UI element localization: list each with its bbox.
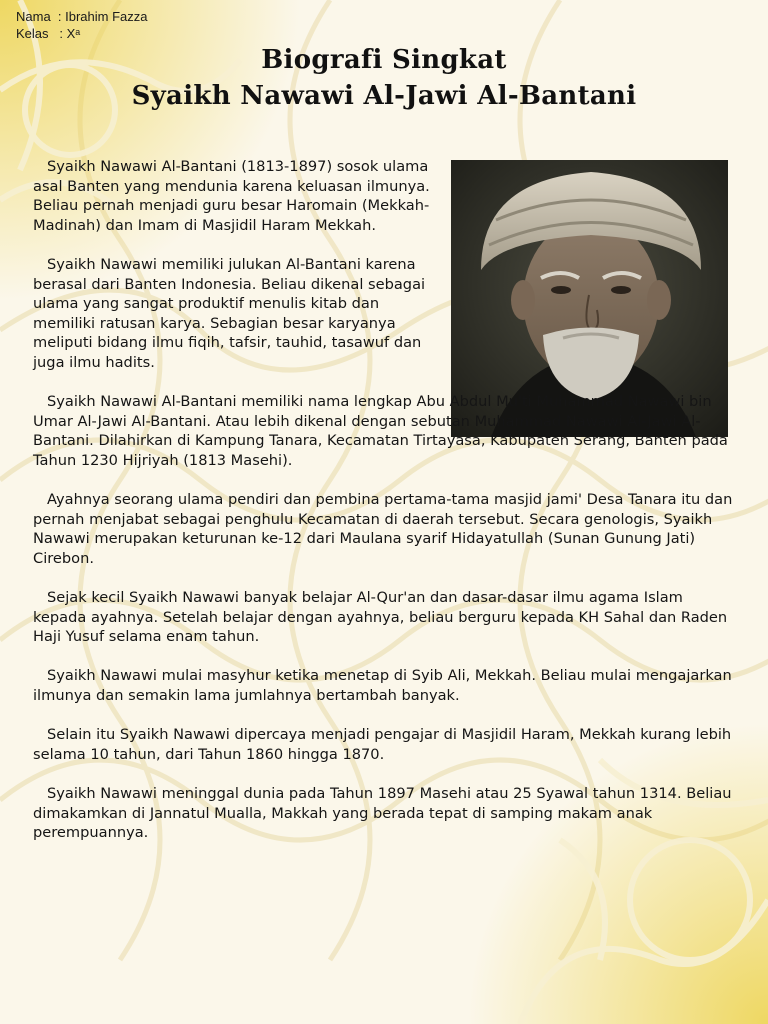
paragraph-3: Syaikh Nawawi Al-Bantani memiliki nama lengkap Abu Abdul Mu'ti Muhammad Nawawi bin Umar Al-Jawi Al-Bantani. Atau lebih dikenal dengan sebutan Muhammad Nawawi Al-Jawi Al-Bantani. Dilahirkan di Kampung Tanara, Kecamatan Tirtayasa, Kabupaten Serang, Banten pada Tahun 1230 Hijriyah (1813 Masehi). — [33, 393, 728, 469]
article-body — [33, 157, 737, 862]
paragraph-2: Syaikh Nawawi memiliki julukan Al-Bantani karena berasal dari Banten Indonesia. Beliau dikenal sebagai ulama yang sangat produktif menulis kitab dan memiliki ratusan karya. Sebagian besar karyanya meliputi bidang ilmu fiqih, tafsir, tauhid, tasawuf dan juga ilmu hadits. — [33, 255, 426, 371]
paragraph-1: Syaikh Nawawi Al-Bantani (1813-1897) sosok ulama asal Banten yang mendunia karena keluasan ilmunya. Beliau pernah menjadi guru besar Haromain (Mekkah-Madinah) dan Imam di Masjidil Haram Mekkah. — [33, 158, 430, 234]
paragraph-6: Syaikh Nawawi mulai masyhur ketika menetap di Syib Ali, Mekkah. Beliau mulai mengajarkan ilmunya dan semakin lama jumlahnya bertambah banyak. — [33, 667, 732, 705]
paragraph-7: Selain itu Syaikh Nawawi dipercaya menjadi pengajar di Masjidil Haram, Mekkah kurang lebih selama 10 tahun, dari Tahun 1860 hingga 1870. — [33, 726, 732, 763]
paragraph-4: Ayahnya seorang ulama pendiri dan pembina pertama-tama masjid jami' Desa Tanara itu dan pernah menjabat sebagai penghulu Kecamatan di daerah tersebut. Secara genologis, Syaikh Nawawi merupakan keturunan ke-12 dari Maulana syarif Hidayatullah (Sunan Gunung Jati) Cirebon. — [33, 491, 733, 567]
student-class: Kelas : Xᵃ — [16, 26, 81, 41]
student-name: Nama : Ibrahim Fazza — [16, 9, 148, 24]
paragraph-8: Syaikh Nawawi meninggal dunia pada Tahun 1897 Masehi atau 25 Syawal tahun 1314. Beliau dimakamkan di Jannatul Mualla, Makkah yang berada tepat di samping makam anak perempuannya. — [33, 785, 732, 842]
student-info — [16, 8, 148, 42]
page-title — [0, 42, 768, 114]
title-line-1: Biografi Singkat — [261, 45, 507, 75]
title-line-2: Syaikh Nawawi Al-Jawi Al-Bantani — [131, 81, 637, 111]
paragraph-5: Sejak kecil Syaikh Nawawi banyak belajar Al-Qur'an dan dasar-dasar ilmu agama Islam kepada ayahnya. Setelah belajar dengan ayahnya, beliau berguru kepada KH Sahal dan Raden Haji Yusuf selama enam tahun. — [33, 589, 728, 646]
